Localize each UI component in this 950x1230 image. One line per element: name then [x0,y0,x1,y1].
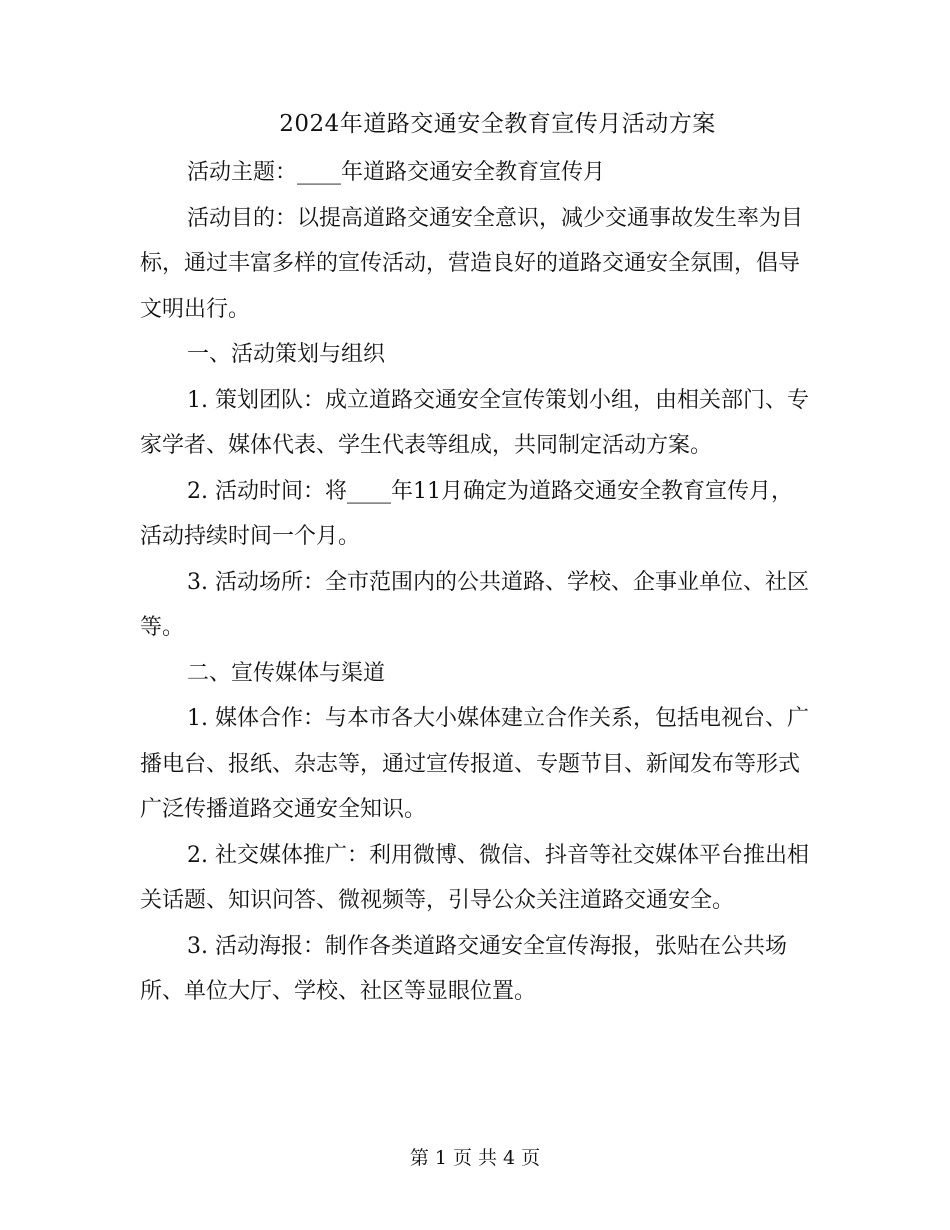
paragraph-theme: 活动主题：____年道路交通安全教育宣传月 [187,160,606,185]
document-title: 2024年道路交通安全教育宣传月活动方案 [279,111,716,137]
paragraph-purpose: 活动目的：以提高道路交通安全意识，减少交通事故发生率为目标，通过丰富多样的宣传活动，营造良好的道路交通安全氛围，倡导文明出行。 [140,205,804,322]
section-heading-media: 二、宣传媒体与渠道 [187,660,386,686]
document-body [140,150,810,1015]
section-heading-planning: 一、活动策划与组织 [187,342,386,367]
paragraph-social-media: 2. 社交媒体推广：利用微博、微信、抖音等社交媒体平台推出相关话题、知识问答、微视频等，引导公众关注道路交通安全。 [140,842,809,913]
page-footer: 第 1 页 共 4 页 [409,1147,541,1169]
paragraph-planning-team: 1. 策划团队：成立道路交通安全宣传策划小组，由相关部门、专家学者、媒体代表、学生代表等组成，共同制定活动方案。 [140,387,809,458]
paragraph-media-cooperation: 1. 媒体合作：与本市各大小媒体建立合作关系，包括电视台、广播电台、报纸、杂志等，通过宣传报道、专题节目、新闻发布等形式广泛传播道路交通安全知识。 [140,706,809,822]
paragraph-activity-venue: 3. 活动场所：全市范围内的公共道路、学校、企事业单位、社区等。 [140,569,809,640]
paragraph-activity-time: 2. 活动时间：将____年11月确定为道路交通安全教育宣传月，活动持续时间一个月。 [140,478,793,549]
paragraph-posters: 3. 活动海报：制作各类道路交通安全宣传海报，张贴在公共场所、单位大厅、学校、社区等显眼位置。 [140,933,787,1004]
